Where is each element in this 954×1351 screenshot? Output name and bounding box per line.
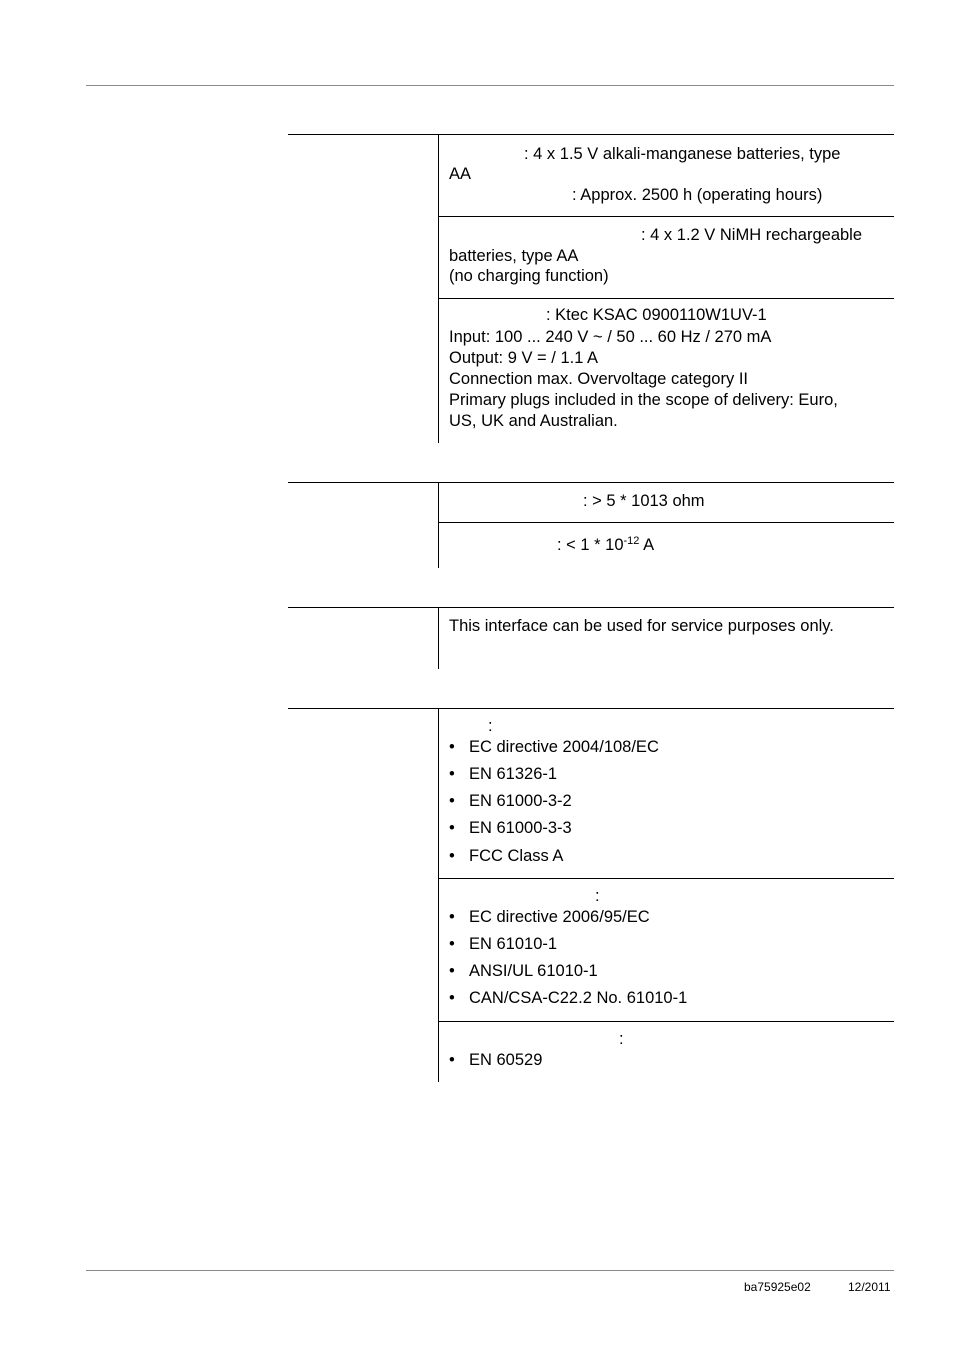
list-item: [449, 934, 557, 955]
bullet: •: [449, 935, 455, 953]
rechargeable-type-cont: batteries, type AA: [449, 247, 579, 265]
input-current: [557, 535, 654, 556]
adapter-model: : Ktec KSAC 0900110W1UV-1: [546, 306, 767, 324]
list-item-text: EN 61010-1: [469, 935, 558, 953]
rechargeable-type: : 4 x 1.2 V NiMH rechargeable: [641, 226, 863, 244]
bullet: •: [449, 738, 455, 756]
row-separator: [439, 298, 894, 299]
list-item-text: EN 60529: [469, 1051, 543, 1069]
footer-rule: [86, 1270, 894, 1271]
safety-cell: [439, 878, 894, 1021]
guidelines-section: [288, 708, 894, 1082]
row-separator: [439, 1021, 894, 1022]
bullet: •: [449, 908, 455, 926]
ip-cell: [439, 1021, 894, 1082]
document-code: ba75925e02: [744, 1280, 811, 1294]
adapter-input: Input: 100 ... 240 V ~ / 50 ... 60 Hz / 270 mA: [449, 328, 772, 346]
list-item-text: FCC Class A: [469, 847, 564, 865]
interface-section: [288, 607, 894, 669]
bullet: •: [449, 847, 455, 865]
electrical-section: [288, 482, 894, 568]
current-prefix: : < 1 * 10: [557, 536, 624, 554]
list-item: [449, 791, 572, 812]
adapter-output: Output: 9 V = / 1.1 A: [449, 349, 599, 367]
list-item: [449, 764, 557, 785]
list-item: [449, 1050, 542, 1071]
bullet: •: [449, 989, 455, 1007]
bullet: •: [449, 962, 455, 980]
list-item: [449, 846, 563, 867]
battery-type-cont: AA: [449, 165, 472, 183]
list-item-text: EC directive 2004/108/EC: [469, 738, 659, 756]
safety-label-colon: :: [595, 887, 600, 905]
resistance-cell: [439, 482, 894, 522]
list-item-text: ANSI/UL 61010-1: [469, 962, 598, 980]
bullet: •: [449, 1051, 455, 1069]
battery-type: : 4 x 1.5 V alkali-manganese batteries, type: [524, 145, 841, 163]
list-item: [449, 737, 659, 758]
row-separator: [439, 216, 894, 217]
row-separator: [439, 878, 894, 879]
list-item: [449, 907, 650, 928]
list-item-text: CAN/CSA-C22.2 No. 61010-1: [469, 989, 688, 1007]
bullet: •: [449, 819, 455, 837]
current-cell: [439, 522, 894, 568]
list-item-text: EN 61000-3-2: [469, 792, 572, 810]
emc-label-colon: :: [488, 717, 493, 735]
battery-cell: [439, 134, 894, 216]
row-separator: [439, 522, 894, 523]
emc-cell: [439, 708, 894, 878]
adapter-plugs: Primary plugs included in the scope of delivery: Euro,: [449, 391, 838, 409]
current-exponent: -12: [623, 534, 640, 547]
list-item: [449, 988, 687, 1009]
power-adapter-cell: [439, 298, 894, 443]
ip-label-colon: :: [619, 1030, 624, 1048]
power-supply-section: [288, 134, 894, 443]
interface-note: This interface can be used for service purposes only.: [449, 617, 834, 635]
interface-cell: [439, 607, 894, 669]
list-item-text: EN 61000-3-3: [469, 819, 572, 837]
input-resistance: : > 5 * 1013 ohm: [583, 492, 705, 510]
current-suffix: A: [639, 536, 655, 554]
list-item: [449, 961, 598, 982]
list-item: [449, 818, 572, 839]
bullet: •: [449, 792, 455, 810]
adapter-plugs-cont: US, UK and Australian.: [449, 412, 618, 430]
list-item-text: EN 61326-1: [469, 765, 558, 783]
charging-note: (no charging function): [449, 267, 609, 285]
header-rule: [86, 85, 894, 86]
rechargeable-cell: [439, 216, 894, 298]
document-date: 12/2011: [848, 1280, 891, 1294]
list-item-text: EC directive 2006/95/EC: [469, 908, 650, 926]
adapter-overvoltage: Connection max. Overvoltage category II: [449, 370, 748, 388]
bullet: •: [449, 765, 455, 783]
battery-life: : Approx. 2500 h (operating hours): [572, 186, 823, 204]
